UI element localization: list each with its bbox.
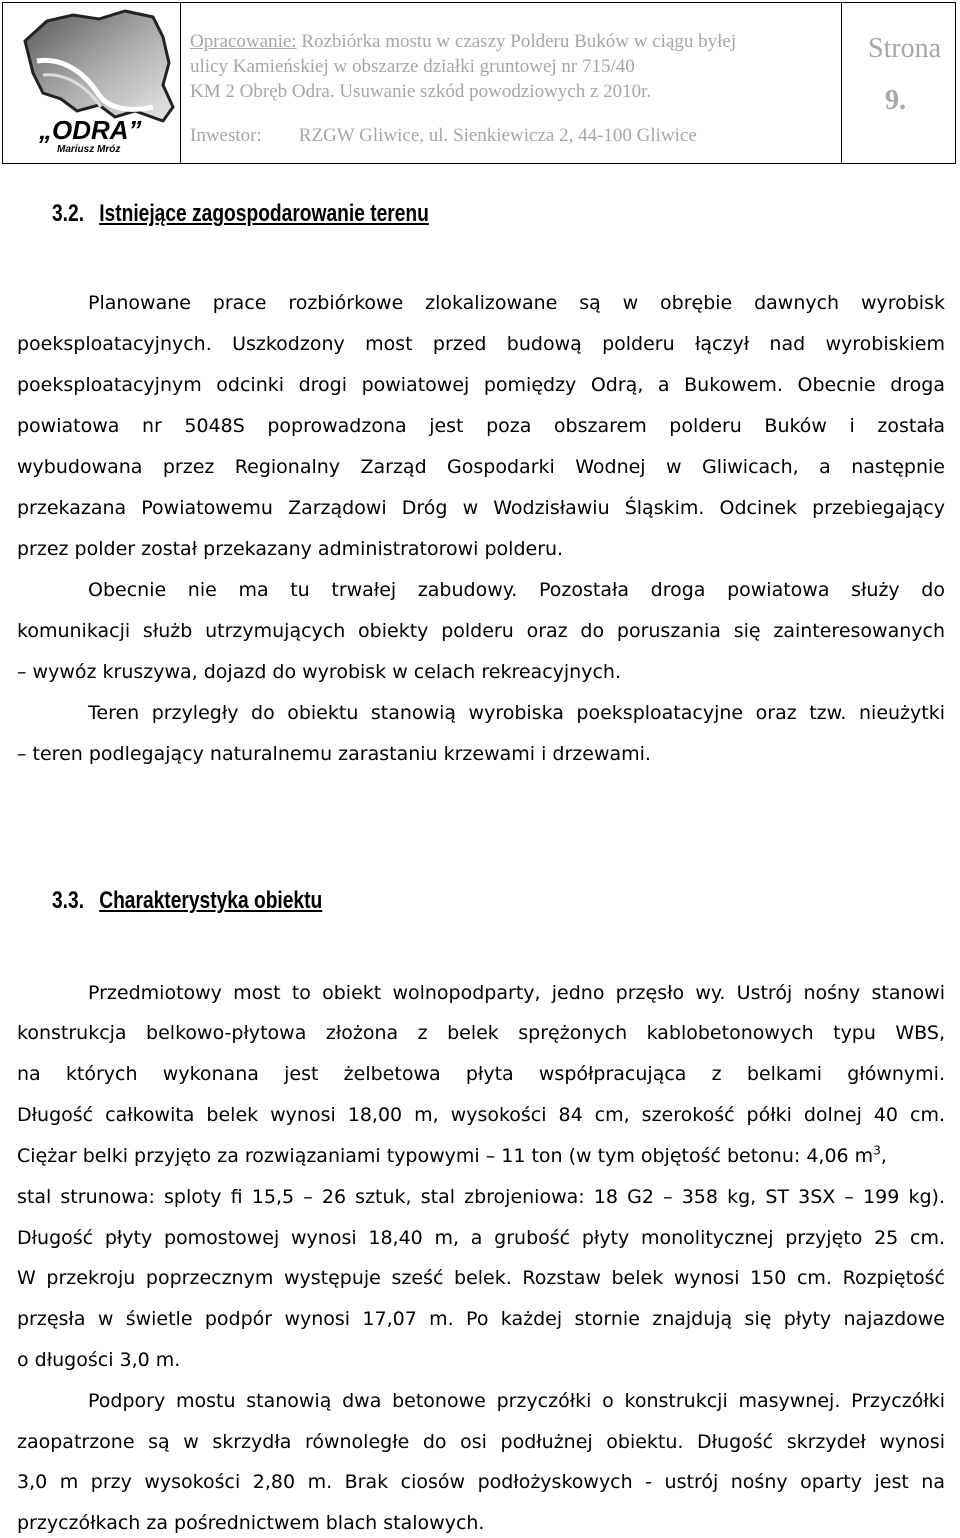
header-page-box	[842, 3, 957, 163]
logo-subtext: Mariusz Mróz	[57, 144, 121, 155]
paragraph-line: W przekroju poprzecznym występuje sześć belek. Rozstaw belek wynosi 150 cm. Rozpiętość	[17, 1267, 945, 1289]
trailing-comma: ,	[880, 1145, 887, 1167]
opracowanie-label: Opracowanie:	[190, 31, 297, 52]
paragraph-line: powiatowa nr 5048S poprowadzona jest poza obszarem polderu Buków i została	[17, 415, 945, 437]
weight-text: Ciężar belki przyjęto za rozwiązaniami typowymi – 11 ton (w tym objętość betonu: 4,06 m	[17, 1145, 874, 1167]
opracowanie-title-2: ulicy Kamieńskiej w obszarze działki gruntowej nr 715/40	[190, 56, 635, 77]
paragraph-line: przez polder został przekazany administratorowi polderu.	[17, 538, 564, 560]
paragraph-line: Obecnie nie ma tu trwałej zabudowy. Pozostała droga powiatowa służy do	[88, 579, 945, 601]
paragraph-line: stal strunowa: sploty fi 15,5 – 26 sztuk, stal zbrojeniowa: 18 G2 – 358 kg, ST 3SX – 199 kg).	[17, 1186, 945, 1208]
paragraph-line: przyczółkach za pośrednictwem blach stalowych.	[17, 1512, 485, 1534]
paragraph-line: zaopatrzone są w skrzydła równoległe do osi podłużnej obiektu. Długość skrzydeł wynosi	[17, 1431, 945, 1453]
logo-text: „ODRA”	[39, 115, 142, 145]
opracowanie-title-3: KM 2 Obręb Odra. Usuwanie szkód powodziowych z 2010r.	[190, 81, 652, 102]
header-project-info	[181, 3, 842, 163]
section-heading-3-3	[52, 887, 322, 915]
opracowanie-title-1: Rozbiórka mostu w czaszy Polderu Buków w ciągu byłej	[296, 31, 737, 52]
paragraph-line: przęsła w świetle podpór wynosi 17,07 m. Po każdej stornie znajdują się płyty najazdowe	[17, 1308, 945, 1330]
paragraph-line: przekazana Powiatowemu Zarządowi Dróg w Wodzisławiu Śląskim. Odcinek przebiegający	[17, 497, 945, 519]
page-number: 9.	[885, 85, 906, 116]
paragraph-line: Teren przyległy do obiektu stanowią wyrobiska poeksploatacyjne oraz tzw. nieużytki	[88, 702, 945, 724]
paragraph-line: konstrukcja belkowo-płytowa złożona z belek sprężonych kablobetonowych typu WBS,	[17, 1022, 945, 1044]
page-header	[2, 2, 956, 164]
paragraph-line: Podpory mostu stanowią dwa betonowe przyczółki o konstrukcji masywnej. Przyczółki	[88, 1390, 945, 1412]
paragraph-line: – wywóz kruszywa, dojazd do wyrobisk w celach rekreacyjnych.	[17, 661, 621, 683]
section-title: Charakterystyka obiektu	[99, 887, 323, 914]
company-logo	[3, 3, 181, 163]
section-heading-3-2	[52, 200, 429, 228]
section-title: Istniejące zagospodarowanie terenu	[99, 200, 429, 227]
paragraph-line: – teren podlegający naturalnemu zarastaniu krzewami i drzewami.	[17, 743, 651, 765]
header-investor-line	[190, 125, 697, 147]
paragraph-line: Długość całkowita belek wynosi 18,00 m, wysokości 84 cm, szerokość półki dolnej 40 cm.	[17, 1104, 945, 1126]
paragraph-line	[17, 1144, 887, 1168]
paragraph-line: poeksploatacyjnym odcinki drogi powiatowej pomiędzy Odrą, a Bukowem. Obecnie droga	[17, 374, 945, 396]
paragraph-line: 3,0 m przy wysokości 2,80 m. Brak ciosów podłożyskowych - ustrój nośny oparty jest na	[17, 1471, 945, 1493]
paragraph-line: na których wykonana jest żelbetowa płyta współpracująca z belkami głównymi.	[17, 1063, 945, 1085]
paragraph-line: poeksploatacyjnych. Uszkodzony most przed budową polderu łączył nad wyrobiskiem	[17, 333, 945, 355]
paragraph-line: Długość płyty pomostowej wynosi 18,40 m, a grubość płyty monolitycznej przyjęto 25 cm.	[17, 1227, 945, 1249]
header-line-1	[190, 31, 736, 53]
poland-map-logo-icon	[3, 3, 181, 163]
paragraph-line: wybudowana przez Regionalny Zarząd Gospodarki Wodnej w Gliwicach, a następnie	[17, 456, 945, 478]
paragraph-line: o długości 3,0 m.	[17, 1349, 181, 1371]
section-number: 3.2.	[52, 200, 85, 227]
superscript-3: 3	[873, 1143, 881, 1158]
paragraph-line: komunikacji służb utrzymujących obiekty polderu oraz do poruszania się zainteresowanych	[17, 620, 945, 642]
section-number: 3.3.	[52, 887, 85, 914]
strona-label: Strona	[868, 33, 942, 64]
paragraph-line: Przedmiotowy most to obiekt wolnopodparty, jedno przęsło wy. Ustrój nośny stanowi	[88, 982, 945, 1004]
inwestor-value: RZGW Gliwice, ul. Sienkiewicza 2, 44-100 Gliwice	[298, 125, 697, 146]
paragraph-line: Planowane prace rozbiórkowe zlokalizowane są w obrębie dawnych wyrobisk	[88, 292, 945, 314]
inwestor-label: Inwestor:	[190, 125, 262, 146]
